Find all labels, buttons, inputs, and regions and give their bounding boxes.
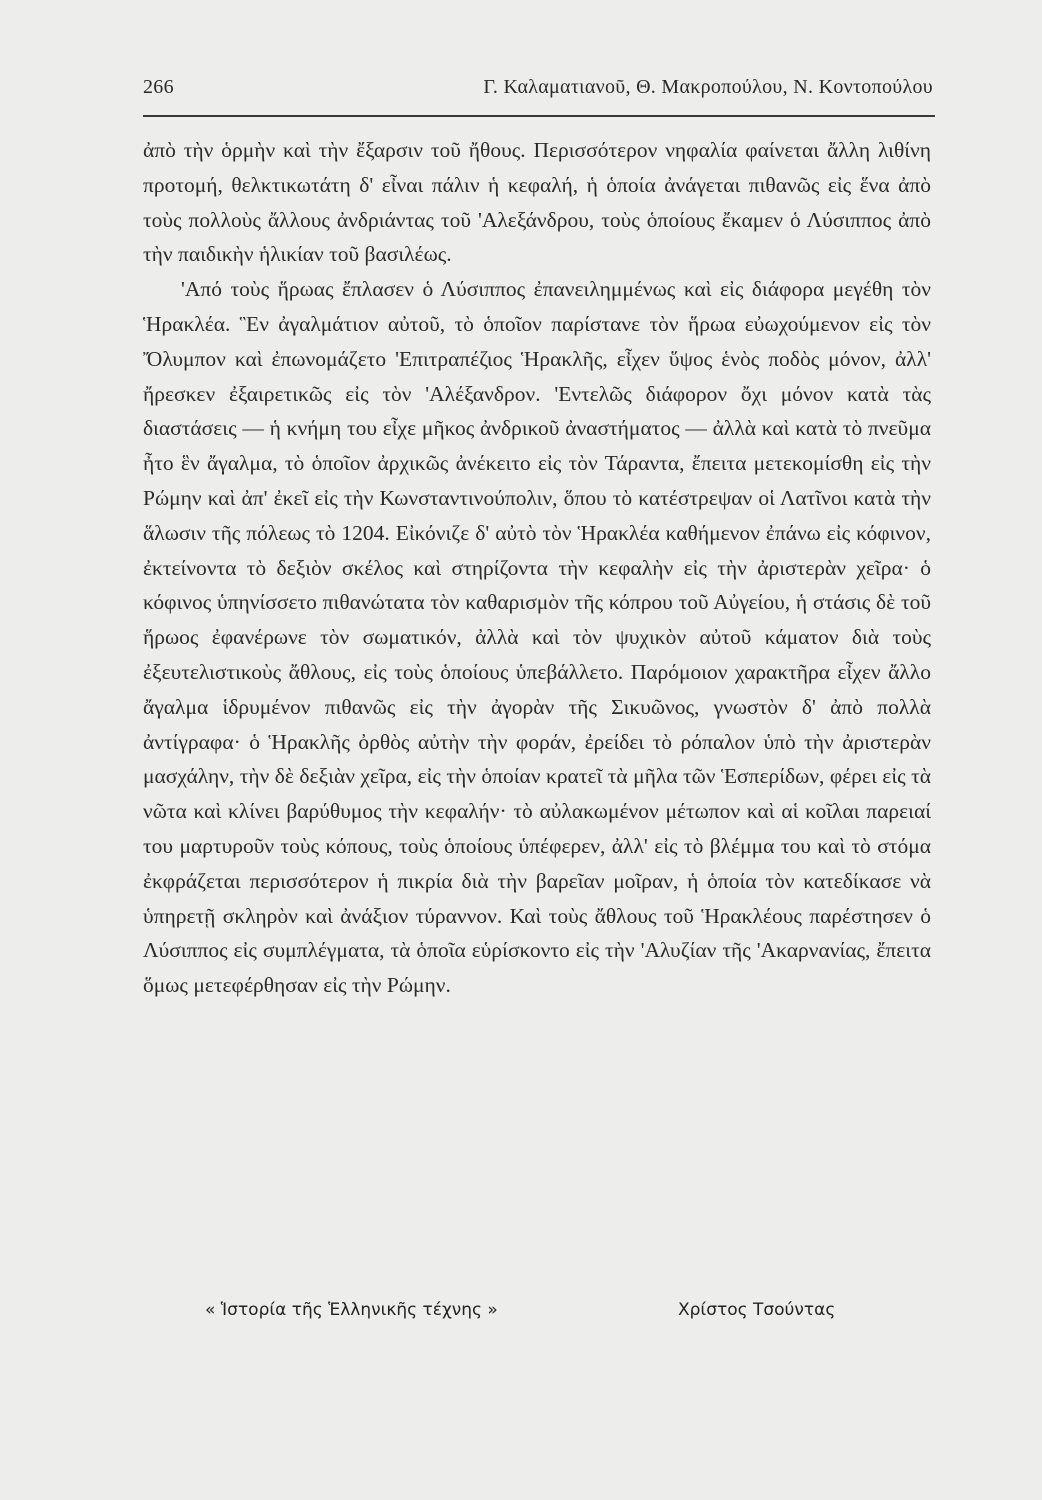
source-title: « Ἱστορία τῆς Ἑλληνικῆς τέχνης » xyxy=(205,1300,498,1320)
paragraph-1: ἀπὸ τὴν ὁρμὴν καὶ τὴν ἔξαρσιν τοῦ ἤθους. Περισσότερον νηφαλία φαίνεται ἄλλη λιθίνη προτομή, θελκτικωτάτη δ' εἶναι πάλιν ἡ κεφαλή, ἡ ὁποία ἀνάγεται πιθανῶς εἰς ἕνα ἀπὸ τοὺς πολλοὺς ἄλλους ἀνδριάντας τοῦ 'Αλεξάνδρου, τοὺς ὁποίους ἔκαμεν ὁ Λύσιππος ἀπὸ τὴν παιδικὴν ἡλικίαν τοῦ βασιλέως. xyxy=(143,138,931,267)
page-number: 266 xyxy=(143,76,174,98)
body-text xyxy=(143,133,931,1003)
running-head-authors: Γ. Καλαματιανοῦ, Θ. Μακροπούλου, Ν. Κοντοπούλου xyxy=(483,76,933,98)
header-rule xyxy=(143,115,935,117)
paragraph-2: 'Από τοὺς ἥρωας ἔπλασεν ὁ Λύσιππος ἐπανειλημμένως καὶ εἰς διάφορα μεγέθη τὸν Ἡρακλέα. Ἓν ἀγαλμάτιον αὐτοῦ, τὸ ὁποῖον παρίστανε τὸν ἥρωα εὐωχούμενον εἰς τὸν Ὄλυμπον καὶ ἐπωνομάζετο 'Επιτραπέζιος Ἡρακλῆς, εἶχεν ὕψος ἑνὸς ποδὸς μόνον, ἀλλ' ἤρεσκεν ἐξαιρετικῶς εἰς τὸν 'Αλέξανδρον. 'Εντελῶς διάφορον ὄχι μόνον κατὰ τὰς διαστάσεις — ἡ κνήμη του εἶχε μῆκος ἀνδρικοῦ ἀναστήματος — ἀλλὰ καὶ κατὰ τὸ πνεῦμα ἦτο ἓν ἄγαλμα, τὸ ὁποῖον ἀρχικῶς ἀνέκειτο εἰς τὸν Τάραντα, ἔπειτα μετεκομίσθη εἰς τὴν Ρώμην καὶ ἀπ' ἐκεῖ εἰς τὴν Κωνσταντινούπολιν, ὅπου τὸ κατέστρεψαν οἱ Λατῖνοι κατὰ τὴν ἅλωσιν τῆς πόλεως τὸ 1204. Εἰκόνιζε δ' αὐτὸ τὸν Ἡρακλέα καθήμενον ἐπάνω εἰς κόφινον, ἐκτείνοντα τὸ δεξιὸν σκέλος καὶ στηρίζοντα τὴν κεφαλὴν εἰς τὴν ἀριστερὰν χεῖρα· ὁ κόφινος ὑπηνίσσετο πιθανώτατα τὸν καθαρισμὸν τῆς κόπρου τοῦ Αὐγείου, ἡ στάσις δὲ τοῦ ἥρωος ἐφανέρωνε τὸν σωματικόν, ἀλλὰ καὶ τὸν ψυχικὸν αὐτοῦ κάματον διὰ τοὺς ἐξευτελιστικοὺς ἄθλους, εἰς τοὺς ὁποίους ὑπεβάλλετο. Παρόμοιον χαρακτῆρα εἶχεν ἄλλο ἄγαλμα ἱδρυμένον πιθανῶς εἰς τὴν ἀγορὰν τῆς Σικυῶνος, γνωστὸν δ' ἀπὸ πολλὰ ἀντίγραφα· ὁ Ἡρακλῆς ὀρθὸς αὐτὴν τὴν φοράν, ἐρείδει τὸ ρόπαλον ὑπὸ τὴν ἀριστερὰν μασχάλην, τὴν δὲ δεξιὰν χεῖρα, εἰς τὴν ὁποίαν κρατεῖ τὰ μῆλα τῶν Ἑσπερίδων, φέρει εἰς τὰ νῶτα καὶ κλίνει βαρύθυμος τὴν κεφαλήν· τὸ αὐλακωμένον μέτωπον καὶ αἱ κοῖλαι παρειαί του μαρτυροῦν τοὺς κόπους, τοὺς ὁποίους ὑπέφερεν, ἀλλ' εἰς τὸ βλέμμα του καὶ τὸ στόμα ἐκφράζεται περισσότερον ἡ πικρία διὰ τὴν βαρεῖαν μοῖραν, ἡ ὁποία τὸν κατεδίκασε νὰ ὑπηρετῇ σκληρὸν καὶ ἀνάξιον τύραννον. Καὶ τοὺς ἄθλους τοῦ Ἡρακλέους παρέστησεν ὁ Λύσιππος εἰς συμπλέγματα, τὰ ὁποῖα εὑρίσκοντο εἰς τὴν 'Αλυζίαν τῆς 'Ακαρνανίας, ἔπειτα ὅμως μετεφέρθησαν εἰς τὴν Ρώμην. xyxy=(143,277,931,998)
source-author: Χρίστος Τσούντας xyxy=(678,1300,836,1320)
page-header xyxy=(143,76,933,104)
citation-footer xyxy=(0,1300,1042,1330)
